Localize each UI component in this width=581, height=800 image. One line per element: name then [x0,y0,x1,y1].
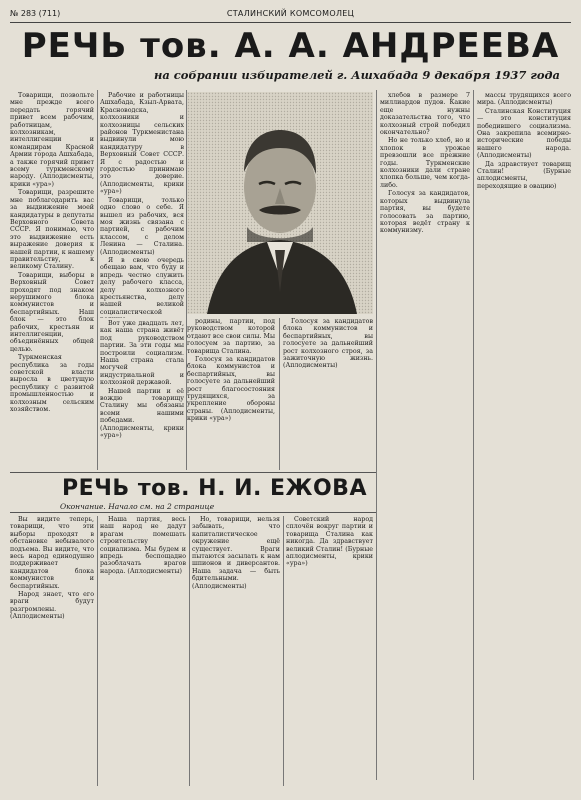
column-rule [283,516,284,786]
paragraph: Нашей партии и её вождю товарищу Сталину мы обязаны всеми нашими победами. (Аплодисменты, крики «ура») [100,387,184,440]
ezhov-column-1 [10,516,94,786]
paragraph: Наша партия, весь наш народ не дадут врагам помешать строительству социализма. Мы будем и впредь беспощадно разоблачать врагов народа. (Аплодисменты) [100,516,186,575]
issue-number: № 283 (711) [10,9,61,18]
paragraph: Голосуя за кандидатов, которых выдвинула партия, вы будете голосовать за партию, которая ведёт страну к коммунизму. [380,190,470,235]
column-rule [97,516,98,786]
paragraph: Туркменская республика за годы советской власти выросла в цветущую республику с развитой промышленностью и колхозным сельским хозяйством. [10,354,94,414]
masthead [10,6,571,23]
paragraph: Но не только хлеб, но и хлопок в урожае превзошли все прежние годы. Туркменские колхозники дали стране хлопка больше, чем когда-либо. [380,137,470,189]
andreev-column-2 [100,92,184,318]
paragraph: Голосуя за кандидатов блока коммунистов и беспартийных, вы голосуете за дальнейший рост благосостояния трудящихся, за укрепление обороны страны. (Аплодисменты, крики «ура») [187,356,275,423]
andreev-column-4-lower [283,318,373,470]
column-rule [376,90,377,780]
paragraph: массы трудящихся всего мира. (Аплодисменты) [477,92,571,107]
paragraph: Товарищи, позвольте мне прежде всего передать горячий привет всем рабочим, работницам, колхозникам, интеллигенции и командирам Красной Армии города Ашхабада, а также горячий привет всему туркменскому народу. (Аплодисменты, крики «ура») [10,92,94,188]
paragraph: Народ знает, что его враги будут разгромлены. (Аплодисменты) [10,591,94,621]
section-divider [10,472,376,473]
andreev-column-1 [10,92,94,470]
ezhov-column-2 [100,516,186,786]
andreev-column-5 [380,92,470,780]
paragraph: Да здравствует товарищ Сталин! (Бурные аплодисменты, переходящие в овацию) [477,160,571,190]
column-rule [279,318,280,470]
column-rule [473,90,474,780]
andreev-column-3 [187,318,275,470]
ezhov-column-4 [286,516,373,786]
paragraph: хлебов в размере 7 миллиардов пудов. Какие еще нужны доказательства того, что колхозный строй победил окончательно? [380,92,470,137]
paragraph: родины, партии, под руководством которой отдают все свои силы. Мы голосуем за партию, за товарища Сталина. [187,318,275,355]
subheadline-andreev: на собрании избирателей г. Ашхабада 9 декабря 1937 года [153,68,560,82]
andreev-column-2-lower [100,320,184,470]
paragraph: Я в свою очередь обещаю вам, что буду и впредь честно служить делу рабочего класса, делу колхозного крестьянства, делу нашей великой социалистической [100,256,184,316]
paragraph: Товарищи, разрешите мне поблагодарить вас за выдвижение моей кандидатуры в депутаты Верховного Совета СССР. Я понимаю, что это выдвижение есть выражение доверия к нашей партии, к нашему правительству, к великому Сталину. [10,189,94,271]
continuation-note: Окончание. Начало см. на 2 странице [60,502,215,511]
paragraph: Советский народ сплочён вокруг партии и товарища Сталина как никогда. Да здравствует великий Сталин! (Бурные аплодисменты, крики «ура») [286,516,373,568]
paragraph: Рабочие и работницы Ашхабада, Кзыл-Арвата, Красноводска, колхозники и колхозницы сельских районов Туркменистана выдвинули мою кандидатуру в Верховный Совет СССР. Я с радостью и гордостью принимаю это доверие. (Аплодисменты, крики «ура») [100,92,184,196]
paragraph: Но, товарищи, нельзя забывать, что капиталистическое окружение ещё существует. Враги пытаются засылать к нам шпионов и диверсантов. Наша задача — быть бдительными. (Аплодисменты) [192,516,280,590]
headline-ezhov: РЕЧЬ тов. Н. И. ЕЖОВА [62,476,367,501]
paragraph: Вы видите теперь, товарищи, что эти выборы проходят в обстановке небывалого подъема. Вы видите, что весь народ единодушно поддерживает кандидатов блока коммунистов и беспартийных. [10,516,94,590]
newspaper-name: СТАЛИНСКИЙ КОМСОМОЛЕЦ [226,9,355,18]
paragraph: Голосуя за кандидатов блока коммунистов и беспартийных, вы голосуете за дальнейший рост колхозного строя, за зажиточную жизнь. (Аплодисменты) [283,318,373,370]
paragraph: Товарищи, только одно слово о себе. Я вышел из рабочих, вся моя жизнь связана с партией, с рабочим классом, с делом Ленина — Сталина. (Аплодисменты) [100,196,184,256]
column-rule [97,90,98,470]
paragraph: Вот уже двадцать лет, как наша страна живёт под руководством партии. За эти годы мы построили социализм. Наша страна стала могучей индустриальной и колхозной державой. [100,320,184,387]
headline-andreev: РЕЧЬ тов. А. А. АНДРЕЕВА [21,26,560,66]
paragraph: Сталинская Конституция — это конституция победившего социализма. Она закрепила всемирно-исторические победы нашего народа. (Аплодисменты) [477,107,571,160]
paragraph: Товарищи, выборы в Верховный Совет проходят под знаком нерушимого блока коммунистов и беспартийных. Наш блок — это блок рабочих, крестьян и интеллигенции, объединённых общей целью. [10,271,94,353]
ezhov-column-3 [192,516,280,786]
section-divider [10,512,376,513]
column-rule [189,516,190,786]
andreev-column-6 [477,92,571,780]
